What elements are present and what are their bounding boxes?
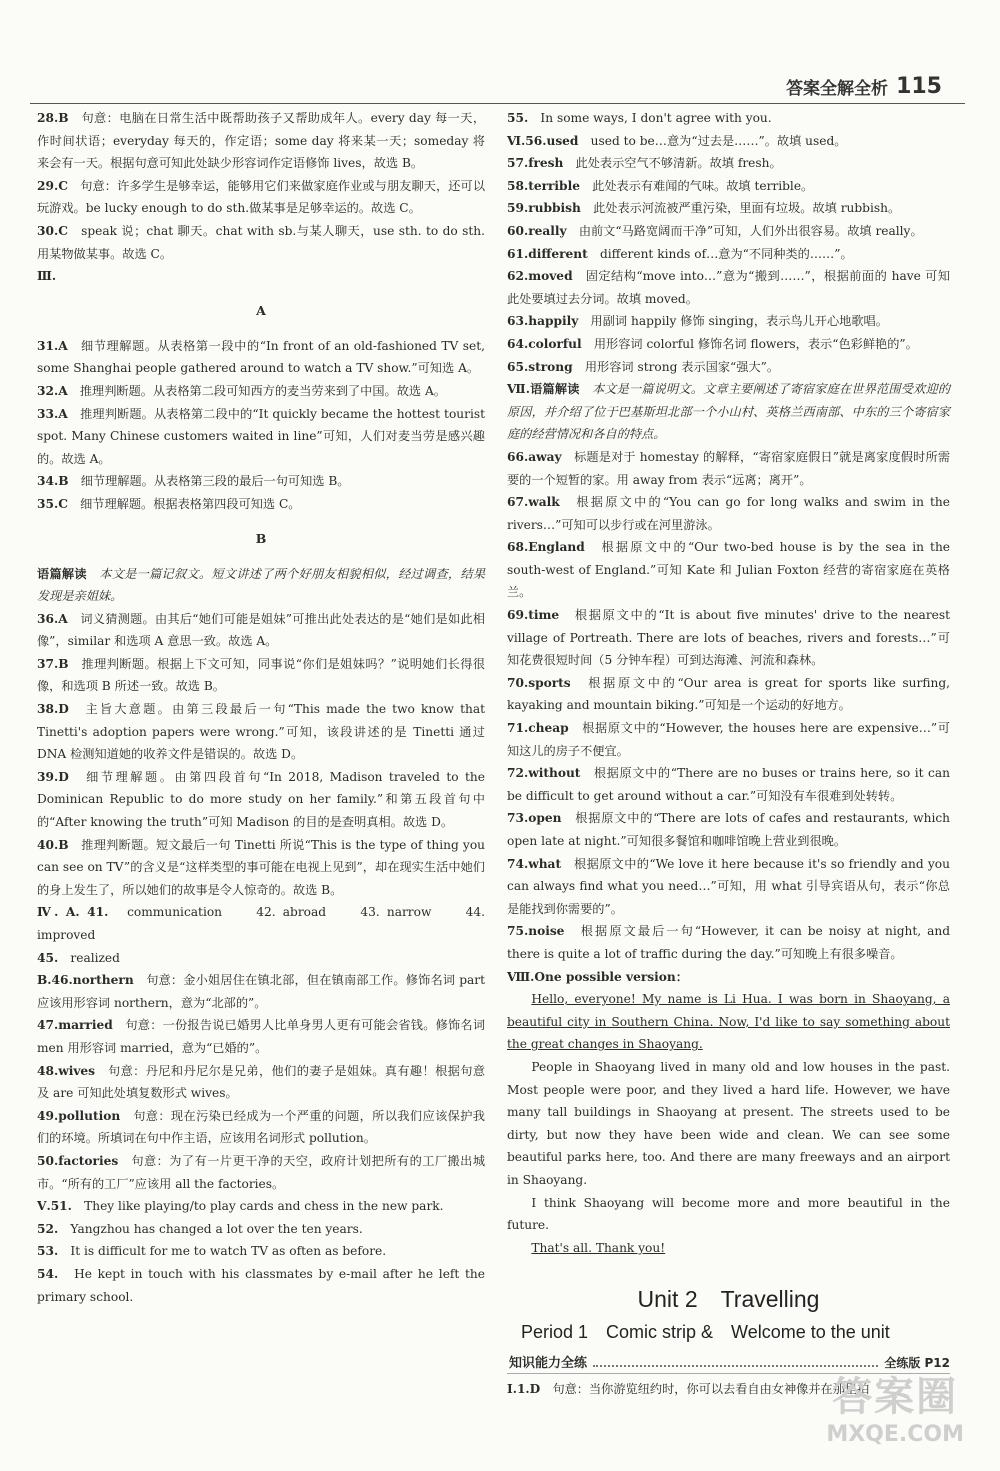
answer-item: [37, 493, 485, 516]
answer-number: 64.colorful: [507, 336, 582, 351]
answer-number: 60.really: [507, 223, 567, 238]
answer-text: In some ways, I don't agree with you.: [540, 111, 772, 125]
answer-text: 此处表示有难闻的气味。故填 terrible。: [592, 178, 814, 193]
answer-item: [37, 1195, 485, 1218]
answer-number: 33.A: [37, 406, 68, 421]
answer-item: [507, 672, 950, 717]
answer-text: 固定结构“move into…”意为“搬到……”，根据前面的 have 可知此处要填过去分词。故填 moved。: [507, 269, 951, 306]
essay-paragraph: Hello, everyone! My name is Li Hua. I was born in Shaoyang, a beautiful city in Southern China. Now, I'd like to say something about the great changes in Shaoyang.: [507, 992, 950, 1052]
answer-text: They like playing/to play cards and chess in the new park.: [84, 1199, 444, 1214]
answer-number: 35.C: [37, 496, 68, 511]
answer-text: 根据原文中的“However, the houses here are expensive…”可知这儿的房子不便宜。: [507, 721, 950, 758]
answer-text: 句意：丹尼和丹尼尔是兄弟，他们的妻子是姐妹。真有趣！根据句意及 are 可知此处填复数形式 wives。: [37, 1063, 486, 1101]
answer-item: [507, 152, 950, 175]
unit-title: Unit 2 Travelling: [637, 1286, 820, 1313]
answer-item: [507, 536, 950, 604]
answer-text: 句意：电脑在日常生活中既帮助孩子又帮助成年人。every day 每一天，作时间状语；everyday 每天的，作定语；some day 将来某一天；someday 将来会有一天。根据句意可知此处缺少形容词作定语修饰 lives，故选 B。: [37, 111, 486, 171]
answer-text: Yangzhou has changed a lot over the ten years.: [70, 1221, 363, 1236]
answer-number: 68.England: [507, 540, 585, 555]
section-title: 知识能力全练: [509, 1356, 588, 1372]
essay-paragraph: That's all. Thank you!: [531, 1240, 666, 1255]
answer-text: 根据原文中的“There are no buses or trains here, so it can be difficult to get around without a car.”可知没有车很难到处转转。: [507, 766, 950, 803]
answer-item: [37, 834, 485, 902]
answer-text: 主旨大意题。由第三段最后一句“This made the two know that Tinetti's adoption papers were wrong.”可知，该段讲述的是 Tinetti 通过 DNA 检测知道她的收养文件是错误的。故选 D。: [37, 702, 486, 762]
answer-number: 28.B: [37, 111, 69, 125]
answer-item: [37, 1263, 485, 1308]
answer-number: 48.wives: [37, 1063, 96, 1078]
answer-item: [507, 175, 950, 198]
answer-number: 71.cheap: [507, 721, 569, 736]
answer-item: [37, 107, 485, 175]
answer-text: 标题是对于 homestay 的解释，“寄宿家庭假日”就是离家度假时所需要的一个短暂的家。用 away from 表示“远离；离开”。: [507, 449, 951, 487]
answer-item: [507, 853, 950, 921]
answer-item: [37, 1014, 485, 1059]
answer-text: 用形容词 strong 表示国家“强大”。: [584, 359, 780, 374]
answer-item: [37, 947, 485, 970]
answer-text: 句意：金小姐居住在镇北部，但在镇南部工作。修饰名词 part 应该用形容词 northern，意为“北部的”。: [37, 973, 485, 1010]
answer-number: 67.walk: [507, 495, 560, 510]
answer-number: 36.A: [37, 611, 68, 626]
answer-number: 52.: [37, 1221, 59, 1236]
header-title: 答案全解全析: [786, 79, 889, 99]
answer-item: [507, 604, 950, 672]
answer-item: [507, 220, 950, 243]
answer-number: Ⅵ.56.used: [507, 133, 579, 148]
answer-number: 61.different: [507, 246, 588, 261]
answer-item: [507, 265, 950, 310]
answer-item: [37, 1105, 485, 1150]
answer-number: 47.married: [37, 1018, 113, 1033]
answer-number: 74.what: [507, 856, 562, 871]
answer-item: [37, 969, 485, 1014]
answer-item: [507, 333, 950, 356]
answer-number: 75.noise: [507, 924, 565, 939]
answer-item: [37, 265, 485, 288]
answer-text: 根据原文中的“Our two-bed house is by the sea in the south-west of England.”可知 Kate 和 Julian Foxton 经营的寄宿家庭在英格兰。: [507, 540, 951, 600]
section-letter: A: [256, 303, 266, 319]
answer-number: 59.rubbish: [507, 201, 581, 216]
answer-text: He kept in touch with his classmates by e-mail after he left the primary school.: [37, 1266, 485, 1304]
answer-text: 句意：一份报告说已婚男人比单身男人更有可能会省钱。修饰名词 men 用形容词 married，意为“已婚的”。: [37, 1018, 486, 1055]
answer-number: 45.: [37, 950, 59, 965]
answer-item: [507, 446, 950, 491]
answer-text: 细节理解题。由第四段首句“In 2018, Madison traveled to the Dominican Republic to do more study on her family.”和第五段首句中的“After knowing the truth”可知 Madison 的目的是查明真相。故选 D。: [37, 769, 485, 830]
answer-item: [507, 807, 950, 852]
answer-item: [507, 310, 950, 333]
answer-number: 53.: [37, 1244, 59, 1259]
answer-number: 63.happily: [507, 314, 579, 329]
answer-item: [37, 653, 485, 698]
answer-text: 推理判断题。从表格第二段中的“It quickly became the hottest tourist spot. Many Chinese customers waited in line”可知，人们对麦当劳是感兴趣的。故选 A。: [37, 406, 486, 466]
answer-number: 73.open: [507, 811, 562, 826]
answer-number: 57.fresh: [507, 156, 564, 171]
answer-text: 词义猜测题。由其后“她们可能是姐妹”可推出此处表达的是“她们是如此相像”，similar 和选项 A 意思一致。故选 A。: [37, 611, 485, 649]
answer-item: [37, 1150, 485, 1195]
page-number: 115: [896, 74, 942, 99]
answer-number: 34.B: [37, 474, 69, 489]
answer-item: [507, 491, 950, 536]
answer-number: Ⅳ. A. 41.: [37, 905, 109, 920]
answer-text: communication 42. abroad 43. narrow 44. improved: [37, 905, 485, 942]
answer-number: 65.strong: [507, 359, 573, 374]
right-column: [507, 107, 950, 1401]
answer-text: 由前文“马路宽阔而干净”可知，人们外出很容易。故填 really。: [578, 223, 923, 238]
answer-text: 细节理解题。从表格第一段中的“In front of an old-fashioned TV set, some Shanghai people gathered around to watch a TV show.”可知选 A。: [37, 338, 486, 376]
answer-text: 根据原文最后一句“However, it can be noisy at night, and there is quite a lot of traffic during the day.”可知晚上有很多噪音。: [507, 924, 951, 961]
answer-number: 69.time: [507, 608, 560, 623]
answer-item: [37, 901, 485, 946]
essay-paragraph: People in Shaoyang lived in many old and low houses in the past. Most people were poor, and they lived a hard life. However, we have many tall buildings in Shaoyang at present. The streets used to be dirty, but now they have been wide and clean. We can see some beautiful parks here, too. And there are many freeways and an airport in Shaoyang.: [507, 1059, 950, 1187]
answer-number: B.46.northern: [37, 973, 134, 988]
answer-text: realized: [70, 950, 120, 965]
answer-number: 39.D: [37, 769, 69, 784]
answer-text: 根据原文中的“Our area is great for sports like surfing, kayaking and mountain biking.”可知是一个运动的好地方。: [507, 675, 951, 713]
answer-text: 根据原文中的“It is about five minutes' drive to the nearest village of Portreath. There are lots of beaches, rivers and forests…”可知花费很短时间（5 分钟车程）可到达海滩、河流和森林。: [507, 608, 951, 668]
answer-text: 用副词 happily 修饰 singing，表示鸟儿开心地歌唱。: [590, 314, 888, 329]
answer-text: 用形容词 colorful 修饰名词 flowers，表示“色彩鲜艳的”。: [593, 336, 918, 351]
answer-text: 推理判断题。从表格第二段可知西方的麦当劳来到了中国。故选 A。: [79, 383, 446, 398]
answer-text: 细节理解题。从表格第三段的最后一句可知选 B。: [80, 474, 350, 489]
answer-number: 55.: [507, 111, 529, 125]
answer-number: 66.away: [507, 449, 562, 464]
header-rule: [30, 103, 965, 104]
answer-item: [507, 107, 950, 130]
answer-text: different kinds of…意为“不同种类的……”。: [599, 246, 853, 261]
answer-text: 本文是一篇记叙文。短文讲述了两个好朋友相貌相似，经过调查，结果发现是亲姐妹。: [37, 566, 486, 604]
answer-number: 38.D: [37, 702, 69, 717]
answer-item: Ⅰ.1.D 句意：当你游览纽约时，你可以去看自由女神像并在那里拍: [507, 1382, 870, 1397]
answer-text: 根据原文中的“There are lots of cafes and restaurants, which open late at night.”可知很多餐馆和咖啡馆晚上营业到很晚。: [507, 811, 951, 848]
answer-text: 句意：许多学生是够幸运，能够用它们来做家庭作业或与朋友聊天，还可以玩游戏。be lucky enough to do sth.做某事是足够幸运的。故选 C。: [37, 178, 486, 216]
answer-item: [507, 762, 950, 807]
answer-number: 72.without: [507, 766, 581, 781]
answer-text: 推理判断题。短文最后一句 Tinetti 所说“This is the type of thing you can see on TV”的含义是“这样类型的事可能在电视上见到”，却在现实生活中她们的身上发生了，所以她们的故事是令人惊奇的。故选 B。: [37, 837, 486, 897]
answer-number: 49.pollution: [37, 1108, 121, 1123]
answer-item: [37, 175, 485, 220]
answer-item: [37, 1218, 485, 1241]
left-column: [37, 107, 485, 1308]
answer-item: [507, 197, 950, 220]
watermark-logo: 答案圈 MXQE.COM: [826, 1374, 964, 1447]
section-letter: B: [255, 531, 267, 546]
answer-item: [37, 608, 485, 653]
answer-number: Ⅴ.51.: [37, 1199, 72, 1214]
answer-text: It is difficult for me to watch TV as often as before.: [70, 1244, 387, 1259]
answer-text: 此处表示河流被严重污染，里面有垃圾。故填 rubbish。: [593, 201, 901, 216]
answer-number: Ⅲ.: [37, 269, 57, 284]
answer-item: [37, 563, 485, 608]
answer-number: Ⅶ.语篇解读: [507, 382, 580, 397]
essay-label: Ⅷ.One possible version：: [507, 969, 688, 984]
answer-item: [507, 920, 950, 965]
answer-number: 29.C: [37, 178, 68, 193]
answer-text: 细节理解题。根据表格第四段可知选 C。: [80, 496, 301, 511]
answer-number: 32.A: [37, 383, 68, 398]
answer-item: [507, 130, 950, 153]
answer-number: 58.terrible: [507, 178, 580, 193]
answer-text: 此处表示空气不够清新。故填 fresh。: [575, 156, 782, 171]
answer-text: 根据原文中的“You can go for long walks and swim in the rivers…”可知可以步行或在河里游泳。: [507, 495, 950, 532]
answer-item: [37, 335, 485, 380]
answer-item: [37, 698, 485, 766]
answer-number: 30.C: [37, 223, 68, 238]
answer-item: [507, 717, 950, 762]
answer-item: [507, 356, 950, 379]
answer-text: speak 说；chat 聊天。chat with sb.与某人聊天，use sth. to do sth. 用某物做某事。故选 C。: [37, 223, 485, 261]
page-header: [786, 74, 942, 99]
answer-number: 62.moved: [507, 269, 573, 284]
answer-number: 31.A: [37, 338, 68, 353]
answer-number: 70.sports: [507, 675, 571, 690]
answer-number: 50.factories: [37, 1153, 119, 1168]
answer-text: 根据原文中的“We love it here because it's so friendly and you can always find what you need…”可知，用 what 引导宾语从句，表示“你总是能找到你需要的”。: [507, 856, 950, 916]
answer-item: [507, 243, 950, 266]
answer-item: [37, 220, 485, 265]
answer-number: 40.B: [37, 837, 69, 852]
answer-number: 37.B: [37, 656, 69, 671]
essay-paragraph: I think Shaoyang will become more and more beautiful in the future.: [507, 1195, 950, 1233]
answer-item: [37, 380, 485, 403]
section-page-ref: 全练版 P12: [884, 1356, 950, 1371]
answer-item: [37, 470, 485, 493]
answer-text: 本文是一篇说明文。文章主要阐述了寄宿家庭在世界范围受欢迎的原因，并介绍了位于巴基斯坦北部一个小山村、英格兰西南部、中东的三个寄宿家庭的经营情况和各自的特点。: [507, 382, 951, 442]
answer-text: 句意：现在污染已经成为一个严重的问题，所以我们应该保护我们的环境。所填词在句中作主语，应该用名词形式 pollution。: [37, 1108, 485, 1146]
answer-item: [37, 403, 485, 471]
answer-item: [507, 378, 950, 446]
answer-text: 句意：为了有一片更干净的天空，政府计划把所有的工厂搬出城市。“所有的工厂”应该用 all the factories。: [37, 1153, 486, 1191]
period-title: Period 1 Comic strip & Welcome to the unit: [521, 1322, 890, 1343]
answer-item: [37, 766, 485, 834]
answer-item: [37, 1060, 485, 1105]
answer-item: [37, 1240, 485, 1263]
answer-text: 推理判断题。根据上下文可知，同事说“你们是姐妹吗？”说明她们长得很像，和选项 B 所述一致。故选 B。: [37, 656, 485, 694]
answer-text: used to be…意为“过去是……”。故填 used。: [590, 133, 847, 148]
answer-number: 语篇解读: [37, 566, 87, 581]
answer-number: 54.: [37, 1266, 59, 1281]
